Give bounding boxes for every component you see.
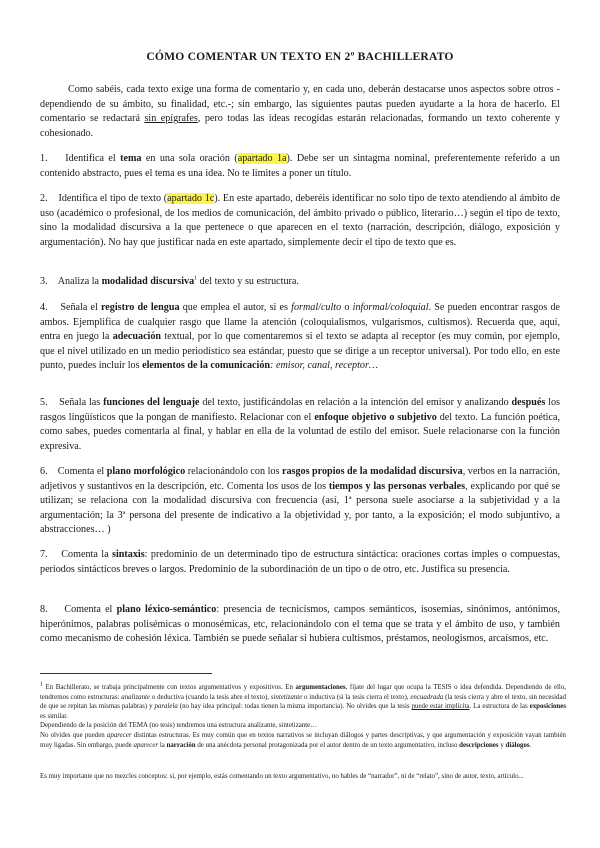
- page-title: CÓMO COMENTAR UN TEXTO EN 2º BACHILLERATO: [146, 50, 454, 63]
- section-8-text: Comenta el: [64, 604, 117, 615]
- footnote-text: .: [529, 741, 532, 749]
- section-7-bold: sintaxis: [112, 549, 145, 560]
- footnote-text: , fíjate del lugar que ocupa la TESIS o idea defendida. Dependiendo de ello, tendremos como estructuras:: [40, 684, 566, 701]
- footnote-bold: argumentaciones: [295, 684, 346, 691]
- section-1-text: ). Debe ser un sintagma nominal, preferentemente referido a un contenido abstracto, pues el tema es una idea. No te limites a poner un título.: [40, 153, 560, 179]
- section-3: [40, 275, 560, 290]
- footnote-divider: [40, 673, 212, 674]
- footnote-text: No olvides que pueden: [40, 732, 107, 739]
- section-2-text: ). En este apartado, deberéis identificar no solo tipo de texto atendiendo al ámbito de uso (académico o profesional, de los medios de comunicación, del ámbito privado o público, literario…) según el tipo de texto, sino la modalidad discursiva a la que pertenece o que aparecen en el texto (narración, descripción, diálogo, exposición y argumentación). No hay que justificar nada en este apartado, simplemente decir el tipo de texto que es.: [40, 193, 560, 248]
- footnote-marker: 1: [40, 681, 43, 688]
- section-1-bold: tema: [120, 153, 142, 164]
- section-6-bold: plano morfológico: [106, 466, 186, 477]
- footnote-bold: narración: [166, 741, 196, 749]
- footnote-bold: descripciones: [459, 741, 499, 749]
- section-2: [40, 192, 560, 250]
- footnote-text: (no hay idea principal: todas tienen la misma importancia). No olvides que la tesis: [177, 703, 412, 711]
- section-3-text: del texto y su estructura.: [197, 276, 299, 287]
- section-4-bold: adecuación: [112, 331, 162, 343]
- section-5-text: del texto. La función poética, como sabes, puedes comentarla al final, y hablar en ella de la voluntad de estilo del emisor. Suele relacionarse con la función expresiva.: [40, 411, 560, 452]
- footnote-bold: diálogos: [505, 741, 530, 749]
- section-8-bold: plano léxico-semántico: [116, 604, 217, 615]
- intro-text-a: Como sabéis, cada texto exige una forma de comentario y, en cada uno, deberán destacarse unos aspectos sobre otros -dependiendo de su ámbito, su finalidad, etc.-; sin embargo, las siguientes pautas pueden ayudarte a la hora de hacerlo. El comentario se redactará: [40, 84, 560, 125]
- section-6-text: relacionándolo con los: [185, 466, 282, 477]
- section-3-bold: modalidad discursiva: [101, 276, 195, 287]
- footnote-ref: 1: [194, 275, 198, 282]
- section-4-bold: elementos de la comunicación: [142, 360, 271, 372]
- footnote-italic: aparecer: [106, 732, 132, 739]
- section-4-text: que emplea el autor, si es: [179, 302, 292, 313]
- section-5-number: 5.: [40, 397, 48, 408]
- section-3-text: Analiza la: [57, 276, 102, 287]
- footnote-paragraph-2: Dependiendo de la posición del TEMA (no tesis) tendremos una estructura analizante, sintetizante…: [40, 722, 318, 729]
- section-2-number: 2.: [40, 193, 48, 204]
- section-2-text: Identifica el tipo de texto (: [58, 193, 168, 204]
- section-1-number: 1.: [40, 153, 48, 164]
- section-6-text: , verbos en la narración, adjetivos y sustantivos en la descripción, etc. Comenta los usos de los: [40, 466, 560, 492]
- section-7: [40, 548, 560, 577]
- section-4-italic: : emisor, canal, receptor…: [270, 360, 378, 372]
- section-4-text: o: [341, 302, 353, 313]
- section-7-text: : predominio de un determinado tipo de estructura sintáctica: oraciones cortas imples o compuestas, periodos sintácticos breves o largos. Predominio de la subordinación de un tipo o de otro, etc. Justifica su presencia.: [40, 549, 560, 575]
- footnote-italic: aparecer: [133, 741, 159, 749]
- section-5-bold: funciones del lenguaje: [103, 397, 200, 408]
- footnote-text: En Bachillerato, se trabaja principalmente con textos argumentativos y expositivos. En: [43, 684, 296, 691]
- section-6-text: Comenta el: [57, 466, 107, 477]
- footnote-italic: paralela: [154, 703, 178, 711]
- intro-text-b: , pero todas las ideas recogidas estarán relacionadas, formando un texto coherente y cohesionado.: [40, 113, 560, 139]
- footnote-text: y: [498, 741, 506, 749]
- section-5: [40, 396, 560, 454]
- footnote-text: (la tesis cierra y abre el texto, sin necesidad de que se repitan las mismas palabras) y: [40, 693, 566, 711]
- intro-paragraph: [40, 83, 560, 141]
- footnote-paragraph-4: Es muy importante que no mezcles conceptos: si, por ejemplo, estás comentando un texto argumentativo, no hables de “narrador”, ni de “relato”, sino de autor, texto, artículo...: [40, 773, 524, 780]
- footnote-underlined: puede estar implícita: [411, 703, 470, 711]
- section-5-bold: después: [511, 397, 546, 408]
- section-4-text: . Se pueden encontrar rasgos de ambos. Ejemplifica de cualquier rasgo que llame la atención (coloquialismos, vulgarismos, cultismos). Recuerda que, aquí, entra en juego la: [40, 302, 561, 343]
- intro-underlined: sin epígrafes: [144, 113, 198, 125]
- section-1-text: en una sola oración (: [141, 153, 238, 164]
- footnote-text: o deductiva (cuando la tesis abre el texto),: [150, 693, 271, 701]
- footnote-italic: analizante: [121, 693, 150, 701]
- section-2-highlight: apartado 1c: [167, 193, 215, 204]
- footnote-bold: exposiciones: [529, 703, 567, 711]
- section-6-bold: tiempos y las personas verbales: [328, 480, 466, 492]
- section-4-text: Señala el: [60, 302, 101, 313]
- section-4-bold: registro de lengua: [101, 302, 180, 313]
- footnote-text: la: [158, 741, 167, 749]
- footnote-text: o inductiva (si la tesis cierra el texto),: [302, 693, 411, 701]
- section-7-text: Comenta la: [61, 549, 113, 560]
- footnote-text: . La estructura de las: [469, 703, 530, 711]
- footnote-italic: sintetizante: [270, 693, 303, 701]
- section-4-italic: informal/coloquial: [352, 302, 429, 313]
- section-7-number: 7.: [40, 549, 48, 560]
- section-6-text: , explicando por qué se utilizan; se relaciona con la modalidad discursiva con frecuencia (así, 1ª persona suele asociarse a la subjetividad y a la argumentación; la 3ª persona del presente de indicativo a la objetividad y, por tanto, a la exposición; el modo subjuntivo, a abstracciones… ): [40, 480, 560, 536]
- section-8-number: 8.: [40, 604, 48, 615]
- section-8: [40, 603, 560, 647]
- footnote-italic: encuadrada: [410, 693, 444, 701]
- section-5-text: del texto, justificándolas en relación a la intención del emisor y analizando: [199, 397, 512, 408]
- section-5-bold: enfoque objetivo o subjetivo: [314, 411, 437, 423]
- section-3-number: 3.: [40, 276, 48, 287]
- section-4-text: textual, por lo que comentaremos si el texto se adapta al receptor (es muy común, por ejemplo, que el nivel utilizado en un medio periodístico sea estándar, puesto que se dirige a un receptor universal). Por todo ello, en este punto, puedes incluir los: [40, 331, 561, 372]
- footnote-paragraph-1: [40, 683, 566, 721]
- section-4-italic: formal/culto: [291, 302, 342, 313]
- section-8-text: : presencia de tecnicismos, campos semánticos, isosemias, sinónimos, antónimos, hiperónimos, palabras polisémicas o monosémicas, etc, relacionándolo con el tema que se trata y el ámbito de uso, y también como mecanismo de cohesión léxica. También se puede señalar si hubiera cultismos, préstamos, neologismos, arcaísmos, etc.: [40, 604, 560, 645]
- section-4-number: 4.: [40, 302, 48, 313]
- footnote-text: de una anécdota personal protagonizada por el autor dentro de un texto argumentativo, incluso: [195, 741, 460, 749]
- section-6: [40, 465, 560, 538]
- section-6-number: 6.: [40, 466, 48, 477]
- footnote-paragraph-3: [40, 731, 566, 750]
- section-6-bold: rasgos propios de la modalidad discursiva: [281, 466, 463, 477]
- section-1: [40, 152, 560, 181]
- section-4: [40, 301, 560, 374]
- section-1-highlight: apartado 1a: [237, 153, 287, 164]
- section-5-text: Señala las: [59, 397, 104, 408]
- footnote-text: distintas estructuras. Es muy común que en textos narrativos se incluyan diálogos y partes descriptivas, y que argumentación y exposición vayan también muy ligadas. Sin embargo, puede: [40, 732, 566, 749]
- section-5-text: los rasgos lingüísticos que la pongan de manifiesto. Relacionar con el: [40, 397, 560, 423]
- section-1-text: Identifica el: [65, 153, 121, 164]
- footnote-text: es similar.: [40, 712, 68, 720]
